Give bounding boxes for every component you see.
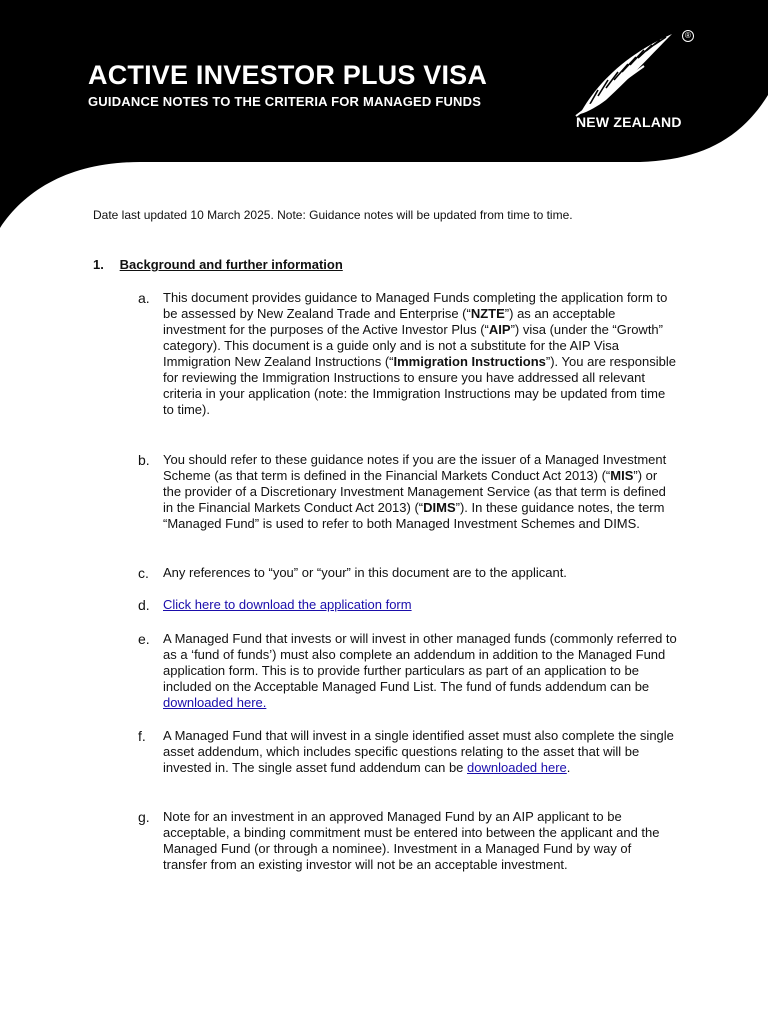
- list-marker: f.: [138, 728, 146, 744]
- text-segment: ”). In these guidance notes, the term “Managed Fund” is used to refer to both Managed Investment Schemes and DIMS.: [163, 500, 665, 531]
- list-item-text: [163, 452, 678, 532]
- registered-trademark-icon: ®: [682, 30, 694, 42]
- list-item-text: Any references to “you” or “your” in this document are to the applicant.: [163, 565, 567, 580]
- text-segment: A Managed Fund that invests or will invest in other managed funds (commonly referred to as a ‘fund of funds’) must also complete an addendum in addition to the Managed Fund application form. This is to provide further particulars as part of an application to be included on the Acceptable Managed Fund List. The fund of funds addendum can be: [163, 631, 677, 694]
- list-marker: d.: [138, 597, 150, 613]
- list-marker: c.: [138, 565, 149, 581]
- text-segment: ”) or the provider of a Discretionary Investment Management Service (as that term is defined in the Financial Markets Conduct Act 2013) (“: [163, 468, 666, 515]
- list-marker: b.: [138, 452, 150, 468]
- new-zealand-logo: [570, 28, 694, 136]
- list-item-text: [163, 290, 678, 418]
- text-segment: ”) visa (under the “Growth” category). This document is a guide only and is not a substitute for the AIP Visa Immigration New Zealand Instructions (“: [163, 322, 663, 369]
- list-marker: e.: [138, 631, 150, 647]
- section-heading: [93, 257, 343, 272]
- page-subtitle: GUIDANCE NOTES TO THE CRITERIA FOR MANAGED FUNDS: [88, 94, 482, 109]
- list-item-text: Note for an investment in an approved Managed Fund by an AIP applicant to be acceptable, a binding commitment must be entered into between the applicant and the Managed Fund (or through a nominee). Investment in a Managed Fund by way of transfer from an existing investor will not be an acceptable investment.: [163, 809, 660, 872]
- silver-fern-icon: [574, 30, 684, 118]
- section-number: 1.: [93, 257, 104, 272]
- section-title: Background and further information: [119, 257, 343, 272]
- defined-term-mis: MIS: [610, 468, 634, 483]
- list-item-text: [163, 728, 678, 776]
- defined-term-dims: DIMS: [423, 500, 456, 515]
- text-segment: This document provides guidance to Managed Funds completing the application form to be assessed by New Zealand Trade and Enterprise (“: [163, 290, 668, 321]
- date-last-updated: Date last updated 10 March 2025. Note: Guidance notes will be updated from time to time.: [93, 208, 573, 222]
- list-item-text: [163, 631, 678, 711]
- list-item-text: [163, 597, 678, 613]
- text-segment: ”) as an acceptable investment for the purposes of the Active Investor Plus (“: [163, 306, 616, 337]
- defined-term-aip: AIP: [488, 322, 511, 337]
- defined-term-nzte: NZTE: [470, 306, 505, 321]
- text-segment: ”). You are responsible for reviewing the Immigration Instructions to ensure you have addressed all relevant criteria in your application (note: the Immigration Instructions may be updated from time to time).: [163, 354, 676, 417]
- text-segment: A Managed Fund that will invest in a single identified asset must also complete the single asset addendum, which includes specific questions relating to the asset that will be invested in. The single asset fund addendum can be: [163, 728, 674, 775]
- defined-term-immigration-instructions: Immigration Instructions: [393, 354, 546, 369]
- download-single-asset-addendum-link[interactable]: downloaded here: [467, 760, 567, 775]
- list-marker: g.: [138, 809, 150, 825]
- text-segment: .: [566, 760, 571, 775]
- download-fund-of-funds-addendum-link[interactable]: downloaded here.: [163, 695, 267, 710]
- text-segment: You should refer to these guidance notes if you are the issuer of a Managed Investment Scheme (as that term is defined in the Financial Markets Conduct Act 2013) (“: [163, 452, 667, 483]
- list-marker: a.: [138, 290, 150, 306]
- logo-wordmark: NEW ZEALAND: [576, 114, 682, 130]
- page-title: ACTIVE INVESTOR PLUS VISA: [88, 60, 488, 90]
- download-application-form-link[interactable]: Click here to download the application form: [163, 597, 412, 612]
